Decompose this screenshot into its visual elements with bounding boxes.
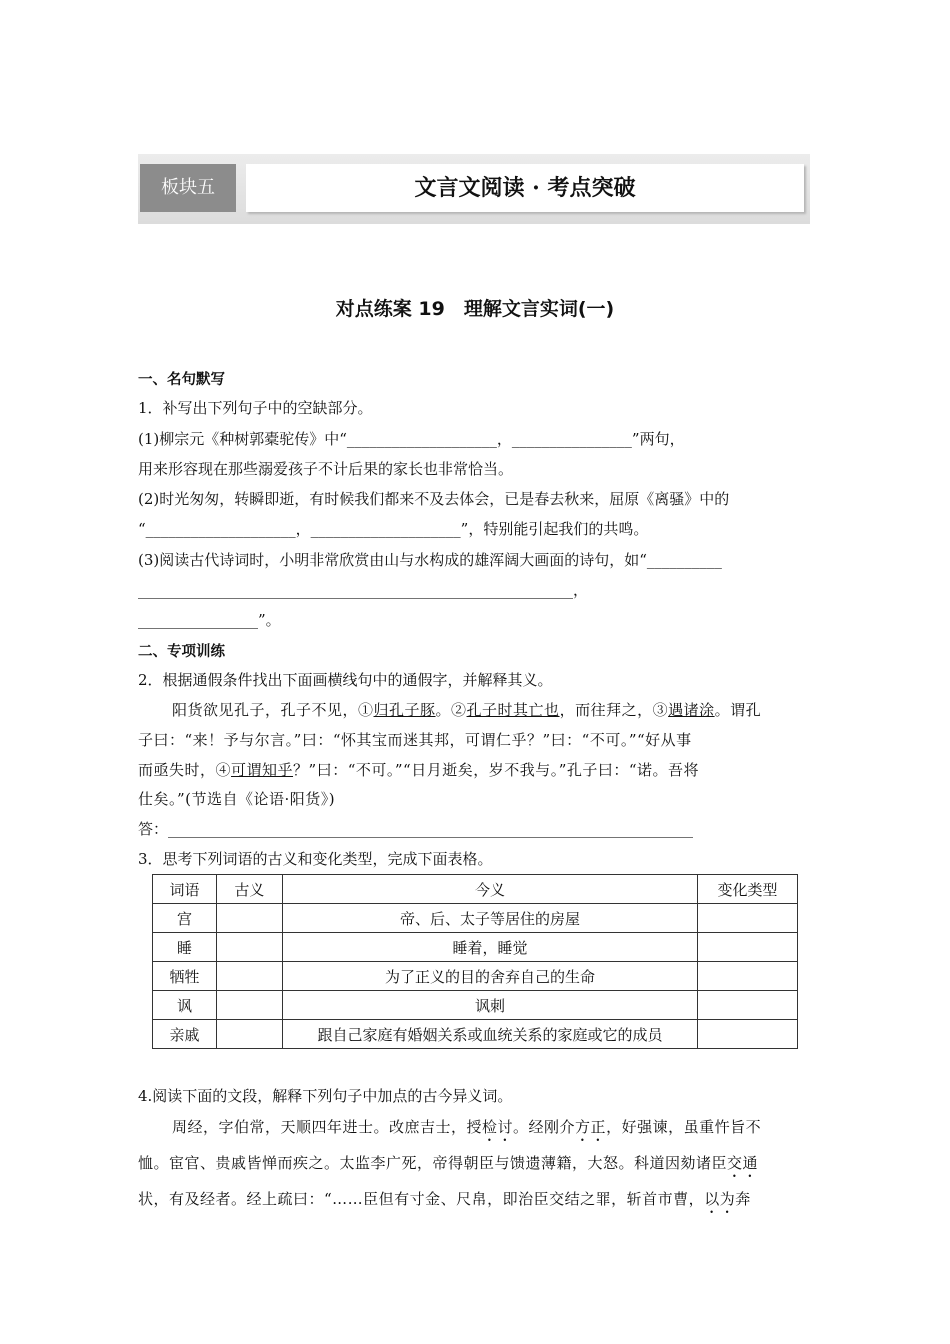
table-cell-modern: 为了正义的目的舍弃自己的生命 [282, 962, 697, 991]
table-header-row [153, 875, 798, 904]
passage-line-4: 仕矣。”(节选自《论语·阳货》) [138, 790, 336, 808]
table-cell-ancient[interactable] [216, 962, 282, 991]
dotted-word-yiwei: 以为 [704, 1190, 736, 1208]
table-header: 词语 [153, 875, 217, 904]
table-row [153, 933, 798, 962]
passage-line-2: 子曰：“来！予与尔言。”曰：“怀其宝而迷其邦，可谓仁乎？”曰：“不可。”“好从事 [138, 731, 692, 749]
passage-text: 阳货欲见孔子，孔子不见，① [172, 701, 374, 719]
table-cell-word: 睡 [153, 933, 217, 962]
table-cell-word: 宫 [153, 904, 217, 933]
section1-heading: 一、名句默写 [138, 372, 225, 388]
table-cell-modern: 跟自己家庭有婚姻关系或血统关系的家庭或它的成员 [282, 1020, 697, 1049]
table-cell-ancient[interactable] [216, 1020, 282, 1049]
table-cell-word: 讽 [153, 991, 217, 1020]
passage-text: 而亟失时，④ [138, 761, 232, 779]
q1-3-line3: ________________”。 [138, 611, 281, 629]
table-row [153, 1020, 798, 1049]
q1-2-line2: “____________________，____________________”，特别能引起我们的共鸣。 [138, 520, 649, 538]
passage-text: 状，有及经者。经上疏曰：“……臣但有寸金、尺帛，即治臣交结之罪，斩首市曹， [138, 1190, 705, 1208]
table-cell-modern: 睡着，睡觉 [282, 933, 697, 962]
underlined-sentence-1: 归孔子豚 [373, 701, 436, 719]
passage-text: ，好强谏，虽重忤旨不 [606, 1118, 762, 1136]
q2-prompt: 2．根据通假条件找出下面画横线句中的通假字，并解释其义。 [138, 671, 553, 689]
vocab-table [152, 874, 798, 1049]
passage-text: 。② [435, 701, 467, 719]
q1-1-line2: 用来形容现在那些溺爱孩子不计后果的家长也非常恰当。 [138, 460, 514, 478]
passage-text: ，而往拜之，③ [559, 701, 669, 719]
passage-line-1 [172, 699, 761, 720]
table-header: 今义 [282, 875, 697, 904]
underlined-sentence-3: 遇诸涂 [668, 701, 715, 719]
dotted-word-fangzheng: 方正 [575, 1118, 607, 1136]
page-title: 对点练案 19 理解文言实词(一) [335, 298, 615, 320]
section2-heading: 二、专项训练 [138, 644, 225, 660]
q4-prompt: 4.阅读下面的文段，解释下列句子中加点的古今异义词。 [138, 1087, 513, 1105]
table-header: 古义 [216, 875, 282, 904]
q1-3-line1: (3)阅读古代诗词时，小明非常欣赏由山与水构成的雄浑阔大画面的诗句，如“__________ [138, 551, 722, 569]
passage-text: 。经刚介 [513, 1118, 576, 1136]
passage-text: 奔 [735, 1190, 751, 1208]
table-cell-type[interactable] [698, 962, 798, 991]
banner-tag: 板块五 [140, 164, 236, 212]
q1-prompt: 1．补写出下列句子中的空缺部分。 [138, 399, 373, 417]
table-cell-modern: 讽刺 [282, 991, 697, 1020]
table-cell-ancient[interactable] [216, 933, 282, 962]
passage-text: 恤。宦官、贵戚皆惮而疾之。太监李广死，帝得朝臣与馈遗薄籍，大怒。科道因劾诸臣 [138, 1154, 728, 1172]
table-cell-type[interactable] [698, 1020, 798, 1049]
q3-prompt: 3．思考下列词语的古义和变化类型，完成下面表格。 [138, 850, 493, 868]
q1-3-line2: __________________________________________________________， [138, 581, 589, 599]
table-cell-word: 牺牲 [153, 962, 217, 991]
q2-answer-line: 答：______________________________________________________________________ [138, 820, 694, 838]
q1-2-line1: (2)时光匆匆，转瞬即逝，有时候我们都来不及去体会，已是春去秋来，屈原《离骚》中的 [138, 490, 730, 508]
passage-text: 周经，字伯常，天顺四年进士。改庶吉士，授 [172, 1118, 483, 1136]
table-cell-modern: 帝、后、太子等居住的房屋 [282, 904, 697, 933]
table-cell-ancient[interactable] [216, 904, 282, 933]
dotted-word-jiantao: 检讨 [482, 1118, 514, 1136]
passage-line-3 [138, 759, 699, 780]
banner-heading: 文言文阅读 · 考点突破 [246, 164, 804, 212]
table-cell-type[interactable] [698, 933, 798, 962]
q4-passage-line-3 [138, 1188, 751, 1217]
underlined-sentence-2: 孔子时其亡也 [466, 701, 560, 719]
table-row [153, 991, 798, 1020]
q4-passage-line-1 [172, 1116, 761, 1145]
table-cell-type[interactable] [698, 991, 798, 1020]
dotted-word-jiaotong: 交通 [727, 1154, 759, 1172]
section-banner [138, 154, 810, 224]
table-cell-ancient[interactable] [216, 991, 282, 1020]
table-row [153, 962, 798, 991]
table-cell-word: 亲戚 [153, 1020, 217, 1049]
passage-text: 。谓孔 [714, 701, 762, 719]
q1-1-line1: (1)柳宗元《种树郭橐驼传》中“____________________，________________”两句， [138, 430, 685, 448]
q4-passage-line-2 [138, 1152, 758, 1181]
table-cell-type[interactable] [698, 904, 798, 933]
table-header: 变化类型 [698, 875, 798, 904]
passage-text: ？”曰：“不可。”“日月逝矣，岁不我与。”孔子曰：“诺。吾将 [293, 761, 700, 779]
table-row [153, 904, 798, 933]
underlined-sentence-4: 可谓知乎 [231, 761, 294, 779]
